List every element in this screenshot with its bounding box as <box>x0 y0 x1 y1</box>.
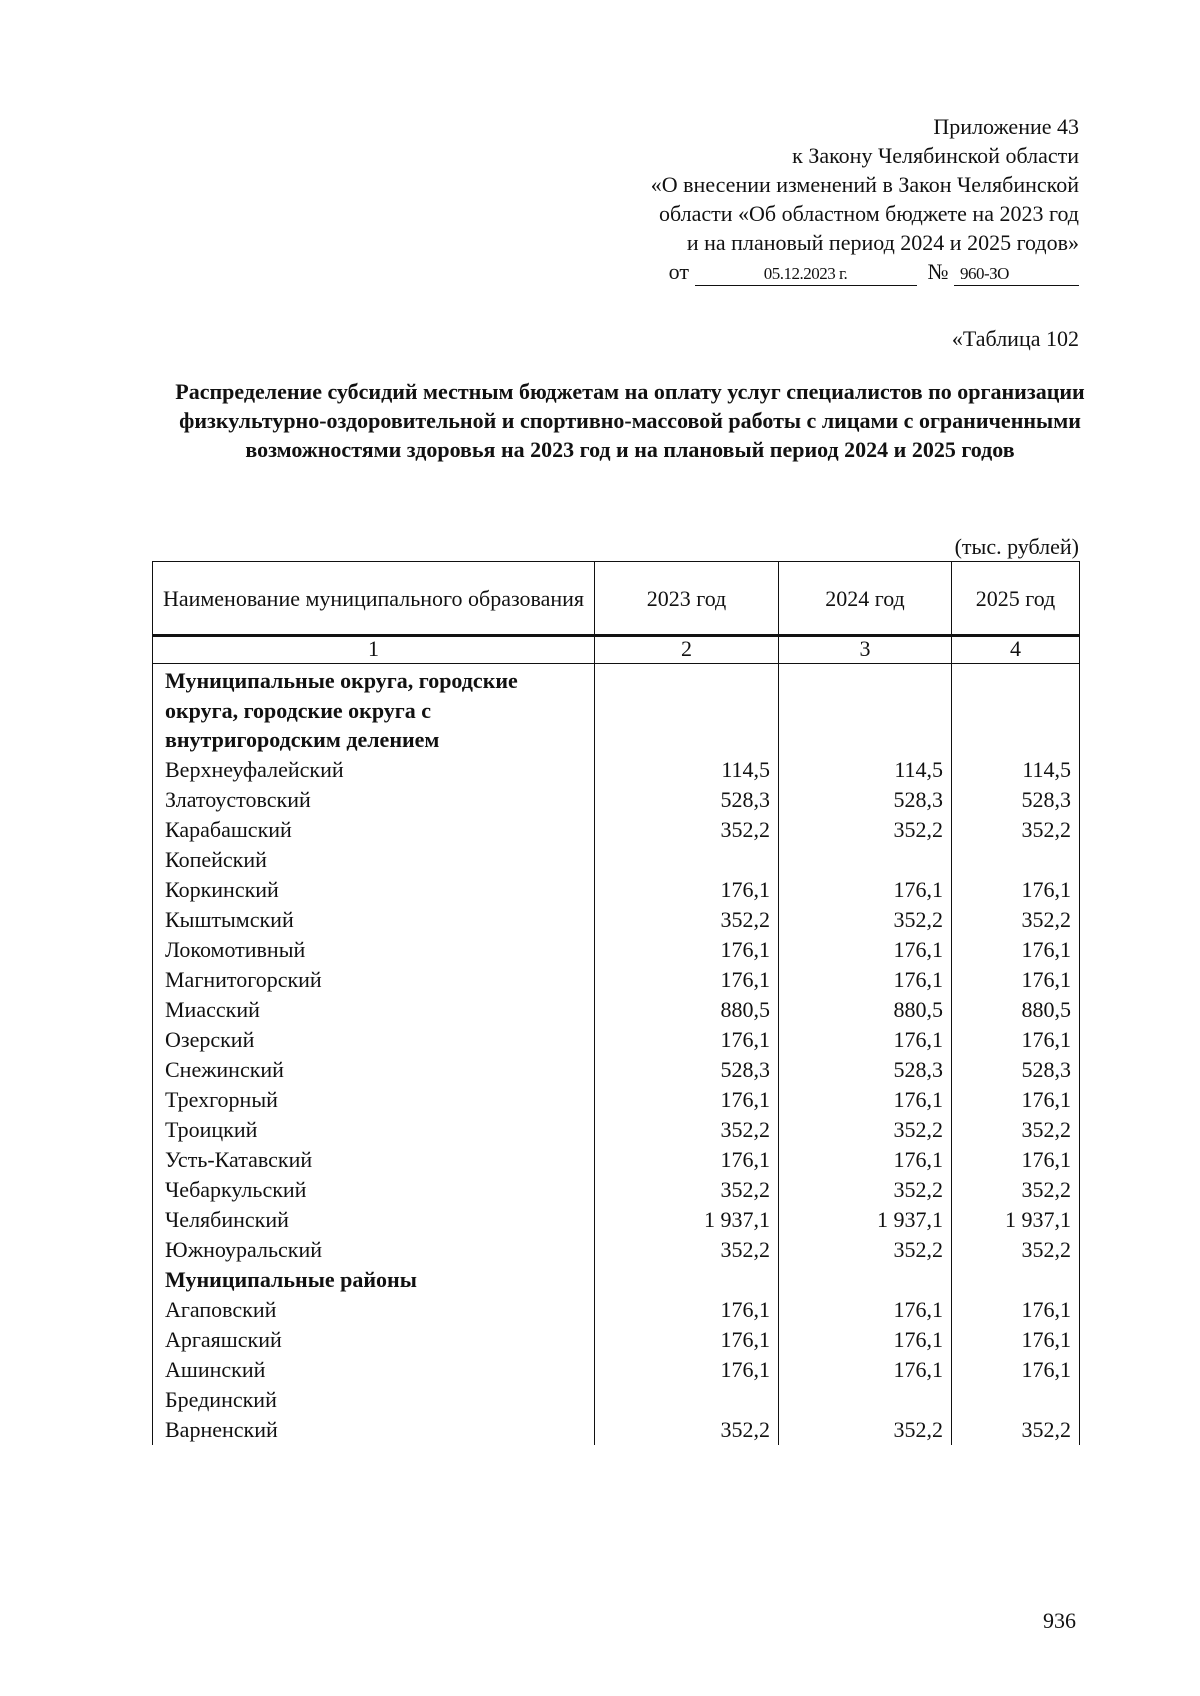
table-row <box>153 935 1080 965</box>
value-2023: 528,3 <box>595 1055 779 1085</box>
value-2023: 114,5 <box>595 755 779 785</box>
value-2025: 352,2 <box>952 815 1080 845</box>
empty-cell <box>952 1265 1080 1295</box>
empty-cell <box>952 664 1080 755</box>
value-2023: 176,1 <box>595 1145 779 1175</box>
value-2023: 176,1 <box>595 965 779 995</box>
value-2023: 880,5 <box>595 995 779 1025</box>
value-2025: 352,2 <box>952 1115 1080 1145</box>
empty-cell <box>779 664 952 755</box>
value-2025: 176,1 <box>952 935 1080 965</box>
municipality-name: Снежинский <box>153 1055 595 1085</box>
value-2024: 352,2 <box>779 905 952 935</box>
value-2023: 528,3 <box>595 785 779 815</box>
value-2023 <box>595 1385 779 1415</box>
table-row <box>153 995 1080 1025</box>
value-2024: 176,1 <box>779 875 952 905</box>
appendix-line: «О внесении изменений в Закон Челябинской <box>650 172 1079 197</box>
value-2024: 880,5 <box>779 995 952 1025</box>
table-row <box>153 1235 1080 1265</box>
value-2024: 176,1 <box>779 1295 952 1325</box>
value-2024: 1 937,1 <box>779 1205 952 1235</box>
value-2023: 176,1 <box>595 1295 779 1325</box>
number-prefix: № <box>927 259 949 284</box>
table-row <box>153 1085 1080 1115</box>
value-2024: 352,2 <box>779 1415 952 1445</box>
law-number: 960-ЗО <box>954 263 1079 286</box>
value-2025: 176,1 <box>952 965 1080 995</box>
table-row <box>153 1115 1080 1145</box>
value-2023: 352,2 <box>595 1235 779 1265</box>
value-2024: 176,1 <box>779 1085 952 1115</box>
value-2025: 176,1 <box>952 1325 1080 1355</box>
column-number: 1 <box>153 636 595 664</box>
value-2024: 176,1 <box>779 1355 952 1385</box>
municipality-name: Магнитогорский <box>153 965 595 995</box>
table-row <box>153 845 1080 875</box>
municipality-name: Варненский <box>153 1415 595 1445</box>
value-2024: 352,2 <box>779 1235 952 1265</box>
empty-cell <box>779 1265 952 1295</box>
subsidy-table <box>152 561 1080 1445</box>
value-2024: 176,1 <box>779 935 952 965</box>
value-2025: 176,1 <box>952 875 1080 905</box>
group-heading-urban-districts: Муниципальные округа, городские округа, городские округа с внутригородским делением <box>153 664 595 755</box>
table-row <box>153 1055 1080 1085</box>
table-row <box>153 1025 1080 1055</box>
value-2025: 1 937,1 <box>952 1205 1080 1235</box>
municipality-name: Брединский <box>153 1385 595 1415</box>
municipality-name: Ашинский <box>153 1355 595 1385</box>
municipality-name: Миасский <box>153 995 595 1025</box>
value-2023: 352,2 <box>595 905 779 935</box>
value-2023: 352,2 <box>595 815 779 845</box>
municipality-name: Копейский <box>153 845 595 875</box>
value-2024: 114,5 <box>779 755 952 785</box>
table-row <box>153 1325 1080 1355</box>
column-number-row <box>153 636 1080 664</box>
municipality-name: Кыштымский <box>153 905 595 935</box>
law-date-number-line <box>519 257 1079 286</box>
value-2023: 176,1 <box>595 1025 779 1055</box>
column-number: 2 <box>595 636 779 664</box>
value-2023: 176,1 <box>595 1325 779 1355</box>
table-row <box>153 815 1080 845</box>
empty-cell <box>595 664 779 755</box>
table-row <box>153 1385 1080 1415</box>
value-2025: 528,3 <box>952 785 1080 815</box>
value-2023: 352,2 <box>595 1175 779 1205</box>
value-2025: 352,2 <box>952 1235 1080 1265</box>
table-row <box>153 1175 1080 1205</box>
value-2024: 176,1 <box>779 1025 952 1055</box>
value-2023: 176,1 <box>595 1355 779 1385</box>
table-row <box>153 785 1080 815</box>
law-date: 05.12.2023 г. <box>695 263 917 286</box>
municipality-name: Чебаркульский <box>153 1175 595 1205</box>
group-heading-row <box>153 664 1080 755</box>
page-number: 936 <box>1043 1608 1076 1633</box>
table-row <box>153 875 1080 905</box>
appendix-line: к Закону Челябинской области <box>792 143 1079 168</box>
municipality-name: Южноуральский <box>153 1235 595 1265</box>
table-row <box>153 1355 1080 1385</box>
date-prefix: от <box>668 259 689 284</box>
value-2025: 176,1 <box>952 1295 1080 1325</box>
document-title: Распределение субсидий местным бюджетам на оплату услуг специалистов по организации физкультурно-оздоровительной и спортивно-массовой работы с лицами с ограниченными возможностями здоровья на 2023 год и на плановый период 2024 и 2025 годов <box>175 379 1085 462</box>
appendix-line: области «Об областном бюджете на 2023 год <box>659 201 1079 226</box>
municipality-name: Челябинский <box>153 1205 595 1235</box>
value-2024: 528,3 <box>779 1055 952 1085</box>
value-2023: 352,2 <box>595 1115 779 1145</box>
value-2025: 352,2 <box>952 1415 1080 1445</box>
value-2025: 880,5 <box>952 995 1080 1025</box>
group-heading-row <box>153 1265 1080 1295</box>
value-2025: 176,1 <box>952 1085 1080 1115</box>
table-row <box>153 1415 1080 1445</box>
appendix-line: и на плановый период 2024 и 2025 годов» <box>686 230 1079 255</box>
value-2025: 352,2 <box>952 1175 1080 1205</box>
units-label: (тыс. рублей) <box>954 534 1079 559</box>
header-municipality: Наименование муниципального образования <box>153 562 595 636</box>
value-2025 <box>952 1385 1080 1415</box>
municipality-name: Усть-Катавский <box>153 1145 595 1175</box>
municipality-name: Трехгорный <box>153 1085 595 1115</box>
table-row <box>153 1295 1080 1325</box>
municipality-name: Карабашский <box>153 815 595 845</box>
municipality-name: Верхнеуфалейский <box>153 755 595 785</box>
value-2025: 176,1 <box>952 1355 1080 1385</box>
value-2025: 176,1 <box>952 1145 1080 1175</box>
header-2024: 2024 год <box>779 562 952 636</box>
value-2024 <box>779 1385 952 1415</box>
municipality-name: Аргаяшский <box>153 1325 595 1355</box>
value-2024: 352,2 <box>779 815 952 845</box>
value-2024 <box>779 845 952 875</box>
column-number: 4 <box>952 636 1080 664</box>
municipality-name: Локомотивный <box>153 935 595 965</box>
value-2023: 1 937,1 <box>595 1205 779 1235</box>
table-row <box>153 1205 1080 1235</box>
value-2024: 176,1 <box>779 965 952 995</box>
municipality-name: Коркинский <box>153 875 595 905</box>
header-2023: 2023 год <box>595 562 779 636</box>
value-2023: 352,2 <box>595 1415 779 1445</box>
table-header-row <box>153 562 1080 636</box>
value-2024: 176,1 <box>779 1325 952 1355</box>
table-row <box>153 1145 1080 1175</box>
value-2024: 176,1 <box>779 1145 952 1175</box>
header-2025: 2025 год <box>952 562 1080 636</box>
value-2025 <box>952 845 1080 875</box>
value-2025: 352,2 <box>952 905 1080 935</box>
value-2023: 176,1 <box>595 1085 779 1115</box>
value-2023: 176,1 <box>595 935 779 965</box>
value-2025: 528,3 <box>952 1055 1080 1085</box>
appendix-header <box>519 112 1079 286</box>
group-heading-municipal-districts: Муниципальные районы <box>153 1265 595 1295</box>
column-number: 3 <box>779 636 952 664</box>
table-row <box>153 965 1080 995</box>
appendix-line: Приложение 43 <box>933 114 1079 139</box>
municipality-name: Озерский <box>153 1025 595 1055</box>
value-2024: 528,3 <box>779 785 952 815</box>
municipality-name: Златоустовский <box>153 785 595 815</box>
municipality-name: Троицкий <box>153 1115 595 1145</box>
value-2023 <box>595 845 779 875</box>
table-row <box>153 905 1080 935</box>
empty-cell <box>595 1265 779 1295</box>
table-row <box>153 755 1080 785</box>
value-2025: 176,1 <box>952 1025 1080 1055</box>
table-number: «Таблица 102 <box>951 326 1079 351</box>
value-2023: 176,1 <box>595 875 779 905</box>
value-2024: 352,2 <box>779 1175 952 1205</box>
value-2025: 114,5 <box>952 755 1080 785</box>
municipality-name: Агаповский <box>153 1295 595 1325</box>
value-2024: 352,2 <box>779 1115 952 1145</box>
